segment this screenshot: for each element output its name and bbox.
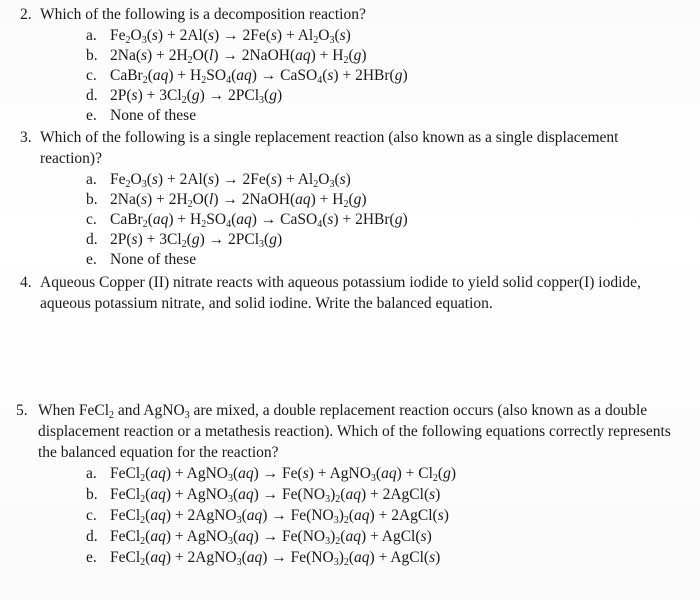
option-equation: FeCl$_2$(aq) + 2AgNO$_3$(aq) → $Fe(NO_3)_2(aq)$ + 2AgCl(s) — [110, 507, 449, 526]
option-equation: FeCl$_2$(aq) + AgNO$_3$(aq) → $Fe(NO_3)_2(aq)$ + AgCl(s) — [110, 528, 432, 547]
question-number: 5. — [16, 402, 28, 419]
q5-option-a — [86, 464, 456, 484]
question-3 — [20, 127, 670, 169]
option-letter: c. — [86, 507, 97, 524]
question-text: When FeCl$_2$ and AgNO$_3$ are mixed, a double replacement reaction occurs (also known as a double displacement reaction or a metathesis reaction). Which of the following equations correctly represents the balanced equation for the reaction? — [38, 402, 671, 461]
option-equation: None of these — [110, 251, 197, 268]
q2-option-e — [86, 106, 196, 126]
option-letter: d. — [86, 87, 98, 104]
q5-option-d — [86, 527, 432, 547]
q5-option-e — [86, 548, 440, 568]
option-letter: d. — [86, 231, 98, 248]
option-equation: $2Na(s) + 2H_2O(l)$ → 2NaOH(aq) + $H_2(g)$ — [110, 191, 367, 210]
question-number: 2. — [20, 6, 32, 23]
option-letter: a. — [86, 171, 97, 188]
q5-option-c — [86, 506, 449, 526]
q3-option-d — [86, 230, 282, 250]
question-number: 3. — [20, 129, 32, 146]
question-text: Which of the following is a decomposition reaction? — [40, 6, 366, 23]
q2-option-d — [86, 86, 282, 106]
option-letter: e. — [86, 251, 97, 268]
q2-option-c — [86, 66, 408, 86]
option-equation: FeCl$_2$(aq) + AgNO$_3$(aq) → $Fe(NO_3)_2(aq)$ + 2AgCl(s) — [110, 486, 441, 505]
question-2 — [20, 4, 690, 25]
q2-option-a — [86, 26, 351, 46]
q3-option-b — [86, 190, 367, 210]
option-equation: CaBr$_2$(aq) + $H_2SO_4(aq)$ → CaSO$_4$(s) + 2HBr(g) — [110, 211, 408, 230]
option-equation: $2Na(s) + 2H_2O(l)$ → 2NaOH(aq) + $H_2(g)$ — [110, 47, 367, 66]
option-letter: b. — [86, 486, 98, 503]
question-4 — [20, 272, 670, 314]
option-letter: b. — [86, 47, 98, 64]
option-equation: $2P(s) + 3Cl_2(g) \to 2PCl_3(g)$ — [110, 231, 283, 250]
q5-option-b — [86, 485, 440, 505]
option-equation: $2P(s) + 3Cl_2(g) \to 2PCl_3(g)$ — [110, 87, 283, 106]
option-letter: c. — [86, 67, 97, 84]
question-text: Which of the following is a single replacement reaction (also known as a single displacement reaction)? — [40, 129, 619, 167]
q3-option-e — [86, 250, 196, 270]
option-letter: a. — [86, 27, 97, 44]
q3-option-a — [86, 170, 351, 190]
option-equation: $Fe_2O_3(s) + 2Al(s) \to 2Fe(s) + Al_2O_3(s)$ — [110, 171, 351, 190]
option-letter: e. — [86, 107, 97, 124]
option-equation: None of these — [110, 107, 197, 124]
option-equation: FeCl$_2$(aq) + 2AgNO$_3$(aq) → $Fe(NO_3)_2(aq)$ + AgCl(s) — [110, 549, 441, 568]
option-equation: FeCl$_2$(aq) + AgNO$_3$(aq) → Fe(s) + AgNO$_3$(aq) + $Cl_2(g)$ — [110, 465, 456, 484]
option-letter: e. — [86, 549, 97, 566]
question-number: 4. — [20, 274, 32, 291]
option-letter: c. — [86, 211, 97, 228]
question-text: Aqueous Copper (II) nitrate reacts with aqueous potassium iodide to yield solid copper(I) iodide, aqueous potassium nitrate, and solid iodine. Write the balanced equation. — [40, 274, 641, 312]
option-equation: $Fe_2O_3(s) + 2Al(s) \to 2Fe(s) + Al_2O_3(s)$ — [110, 27, 351, 46]
question-5 — [16, 400, 692, 463]
option-letter: b. — [86, 191, 98, 208]
q2-option-b — [86, 46, 367, 66]
option-letter: d. — [86, 528, 98, 545]
option-letter: a. — [86, 465, 97, 482]
option-equation: CaBr$_2$(aq) + $H_2SO_4(aq)$ → CaSO$_4$(s) + 2HBr(g) — [110, 67, 408, 86]
q3-option-c — [86, 210, 408, 230]
